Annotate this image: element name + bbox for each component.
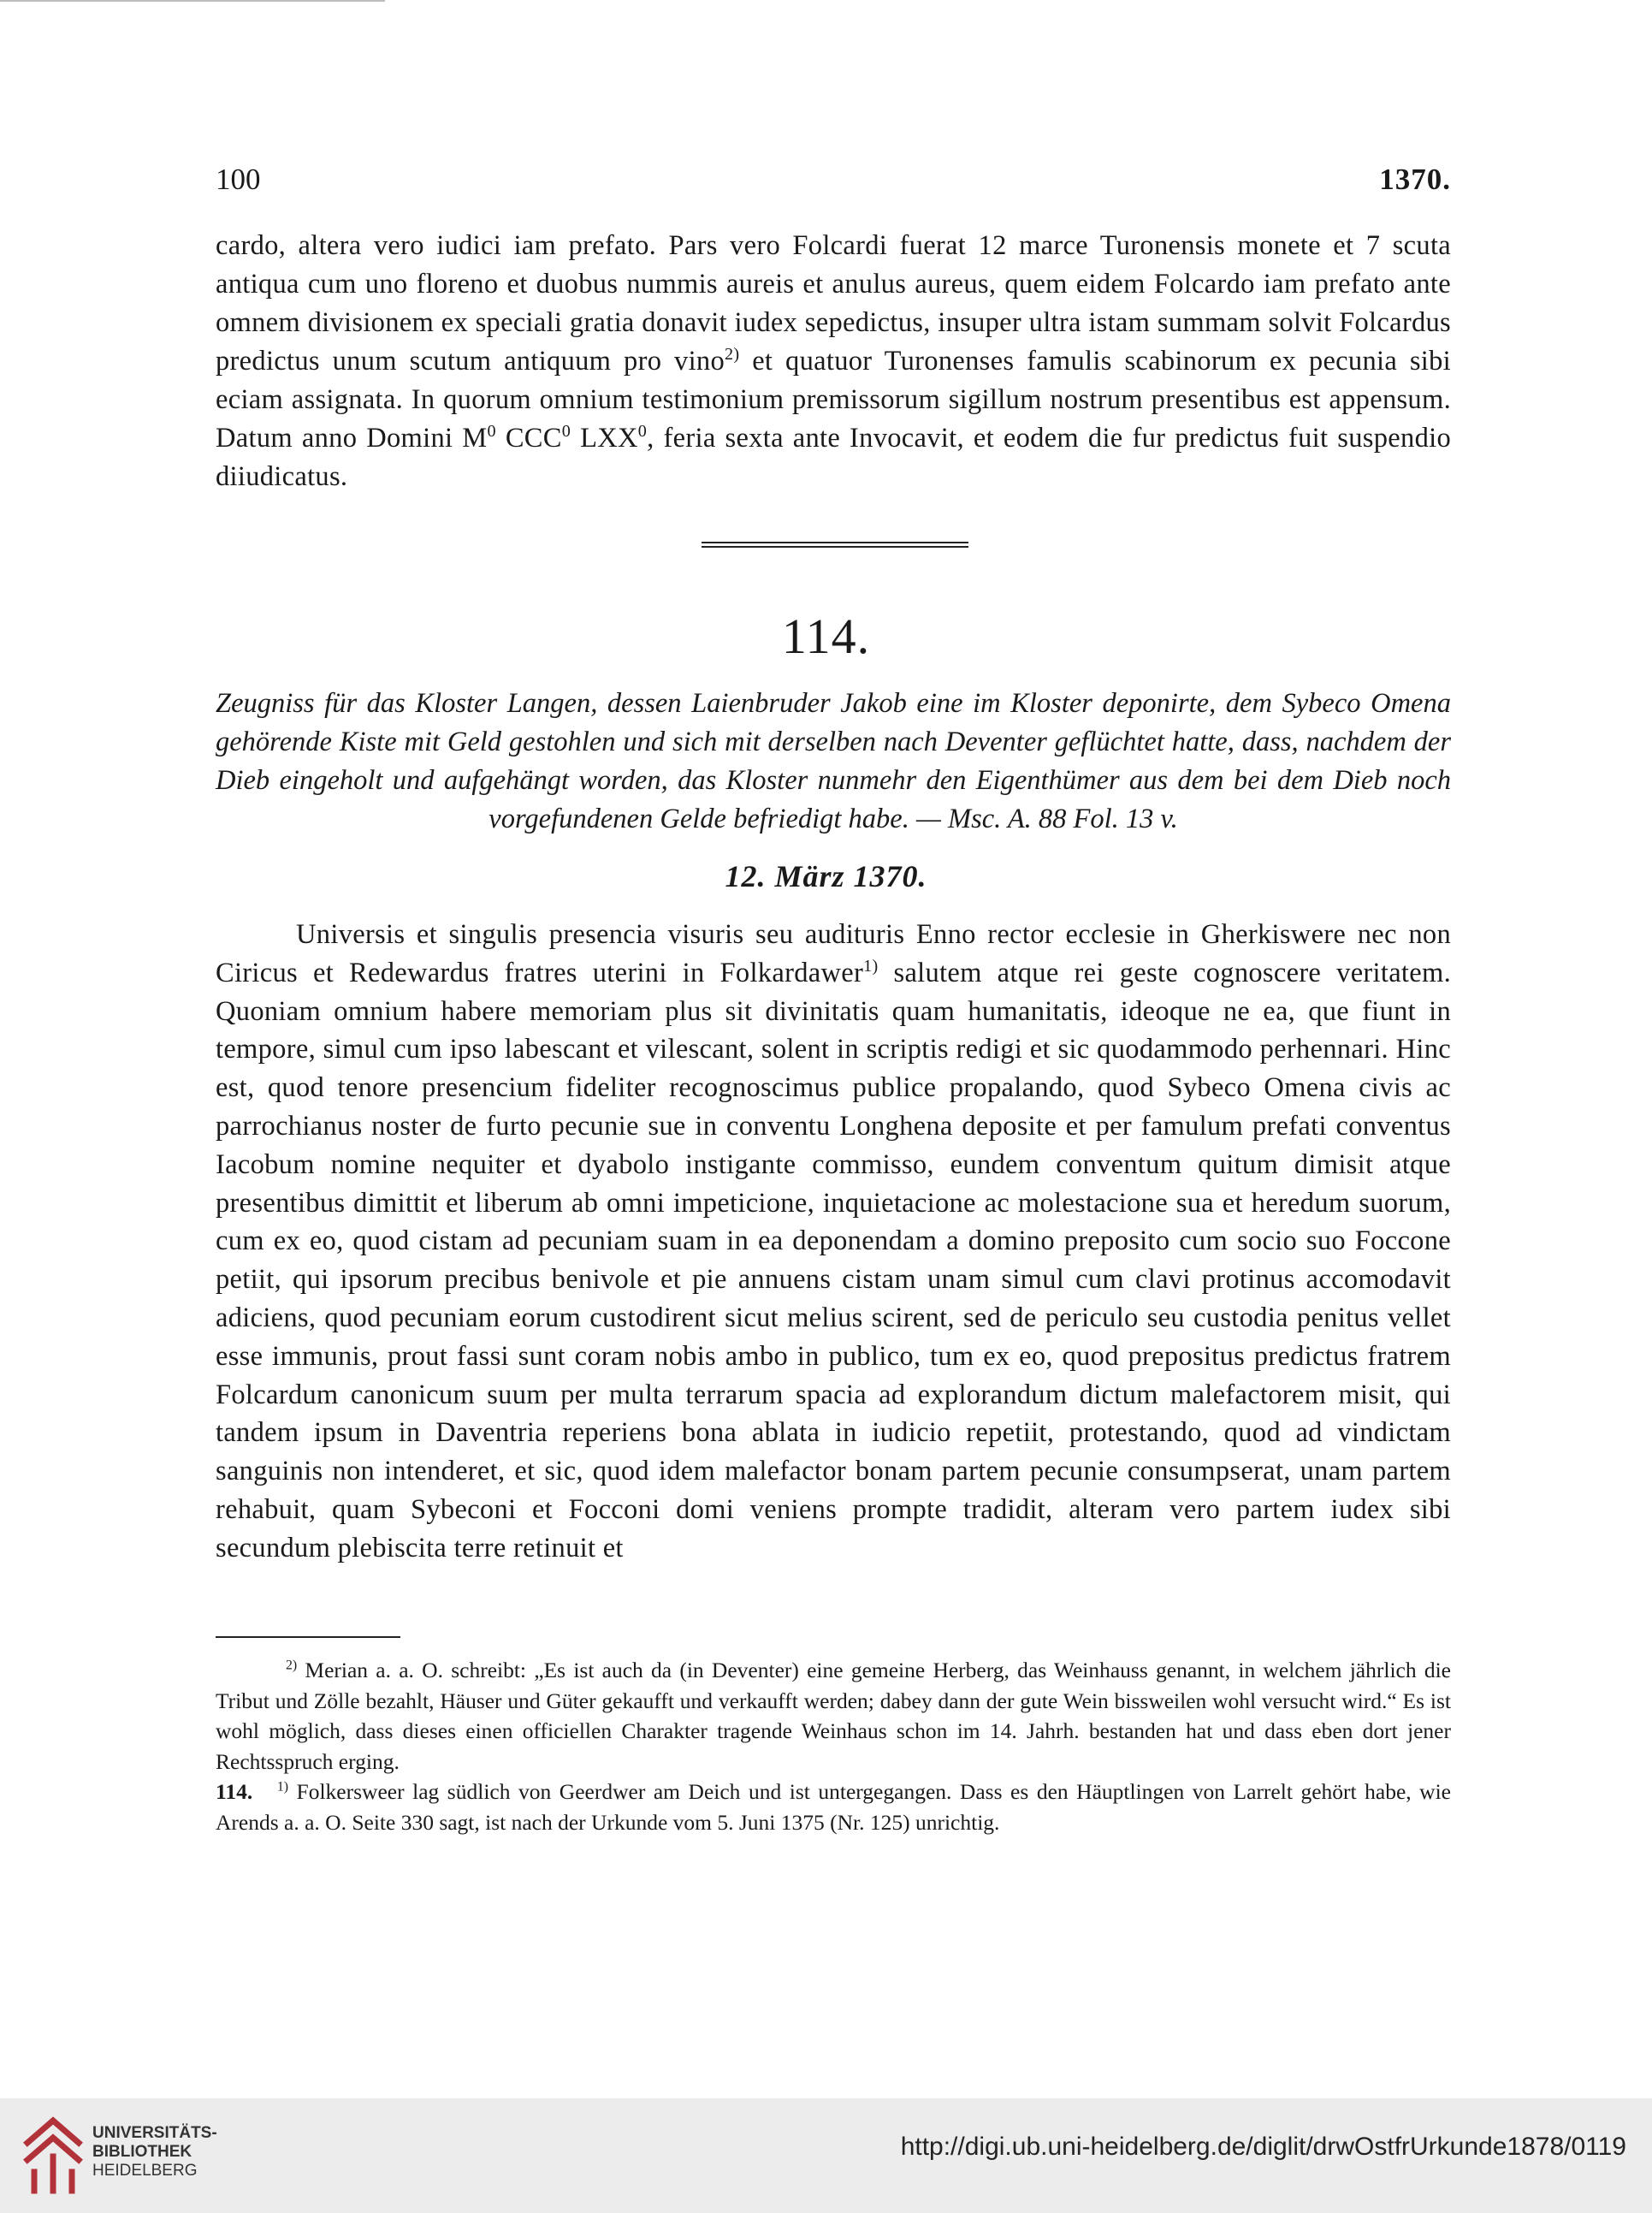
footnote-2-text: Merian a. a. O. schreibt: „Es ist auch da (in Deventer) eine gemeine Herberg, das Weinhauss genannt, in welchem jährlich die Tribut und Zölle bezahlt, Häuser und Güter gekaufft und verkaufft werden; dabey dann der gute Wein bissweilen wohl versucht wird.“ Es ist wohl möglich, dass dieses einen officiellen Charakter tragende Weinhaus schon im 14. Jahrh. bestanden hat und dass eben dort jener Rechtsspruch erging. [216,1658,1451,1774]
document-regest: Zeugniss für das Kloster Langen, dessen Laienbruder Jakob eine im Kloster deponirte, dem Sybeco Omena gehörende Kiste mit Geld gestohlen und sich mit derselben nach Deventer geflüchtet hatte, dass, nachdem der Dieb eingeholt und aufgehängt worden, das Kloster nunmehr den Eigenthümer aus dem bei dem Dieb noch vorgefundenen Gelde befriedigt habe. — Msc. A. 88 Fol. 13 v. [216,688,1451,834]
library-name [92,2124,217,2180]
page-year: 1370. [1379,163,1451,196]
paragraph-1-text: cardo, altera vero iudici iam prefato. Pars vero Folcardi fuerat 12 marce Turonensis monete et 7 scuta antiqua cum uno floreno et duobus nummis aureis et anulus aureus, quem eidem Folcardo iam prefato ante omnem divisionem ex speciali gratia donavit iudex sepedictus, insuper ultra istam summam solvit Folcardus predictus unum scutum antiquum pro vino [216,230,1451,377]
library-name-line: BIBLIOTHEK [92,2143,192,2161]
paragraph-1-end: , feria sexta ante Invocavit, et eodem die fur predictus fuit suspendio diiudicatus. [216,423,1451,492]
superscript-zero: 0 [487,422,496,442]
footnote-114-1 [216,1777,1451,1837]
footnote-document-number: 114. [216,1779,253,1805]
page-number: 100 [216,163,261,196]
document-text-body: salutem atque rei geste cognoscere veritatem. Quoniam omnium habere memoriam plus sit divinitatis quam humanitatis, ideoque ne ea, que fiunt in tempore, simul cum ipso labescant et vilescant, solent in scriptis redigi et sic quodammodo perhennari. Hinc est, quod tenore presencium fideliter recognoscimus publice propalando, quod Sybeco Omena civis ac parrochianus noster de furto pecunie sue in conventu Longhena deposite et per famulum prefati conventus Iacobum nomine nequiter et dyabolo instigante commisso, eundem conventum quitum dimisit atque presentibus dimittit et liberum ab omni impeticione, inquietacione ac molestacione sua et heredum suorum, cum ex eo, quod cistam ad pecuniam suam in ea deponendam a domino preposito cum socio suo Foccone petiit, qui ipsorum precibus benivole et pie annuens cistam unam simul cum clavi protinus accomodavit adiciens, quod pecuniam eorum custodirent sicut melius scirent, sed de periculo seu custodia penitus vellet esse immunis, prout fassi sunt coram nobis ambo in publico, tum ex eo, quod prepositus predictus fratrem Folcardum canonicum suum per multa terrarum spacia ad explorandum dictum malefactorem misit, qui tandem ipsum in Daventria reperiens bona ablata in iudicio repetiit, protestando, quod ad vindictam sanguinis non intenderet, et sic, quod idem malefactor bonam partem pecunie consumpserat, unam partem rehabuit, quam Sybeconi et Focconi domi veniens prompte tradidit, alteram vero partem iudex sibi secundum plebiscita terre retinuit et [216,957,1451,1563]
document-date: 12. März 1370. [725,859,927,893]
footnote-mark: 2) [725,345,740,365]
section-divider [702,542,968,548]
running-head [216,163,1451,200]
document-text [216,916,1451,1568]
permalink-url[interactable]: http://digi.ub.uni-heidelberg.de/diglit/drwOstfrUrkunde1878/0119 [900,2133,1626,2161]
footnotes [216,1655,1451,1838]
superscript-zero: 0 [561,422,571,442]
footnote-rule [216,1636,400,1638]
paragraph-1-numeral: LXX [571,423,638,454]
document-number: 114. [781,608,871,664]
footnote-mark: 1) [276,1779,288,1795]
continued-paragraph [216,227,1451,496]
document-text-start: Universis et singulis presencia visuris seu audituris Enno rector ecclesie in Gherkiswere nec non Ciricus et Redewardus fratres uterini in Folkardawer [216,919,1451,988]
digitization-footer [0,2098,1652,2213]
library-name-line: UNIVERSITÄTS- [92,2124,217,2142]
footnote-mark: 2) [286,1658,298,1673]
footnote-2 [216,1655,1451,1777]
scan-edge [0,0,385,2]
footnote-mark: 1) [863,956,879,976]
footnote-114-1-text: Folkersweer lag südlich von Geerdwer am Deich und ist untergegangen. Dass es den Häuptlingen von Larrelt gehört habe, wie Arends a. a. O. Seite 330 sagt, ist nach der Urkunde vom 5. Juni 1375 (Nr. 125) unrichtig. [216,1779,1451,1835]
superscript-zero: 0 [637,422,648,442]
library-logo-icon [19,2109,87,2198]
paragraph-1-numeral: CCC [495,423,562,454]
paragraph-1-continuation: et quatuor Turonenses famulis scabinorum ex pecunia sibi eciam assignata. In quorum omnium testimonium premissorum sigillum nostrum presentibus est appensum. Datum anno Domini M [216,346,1451,454]
library-name-line: HEIDELBERG [92,2162,198,2180]
